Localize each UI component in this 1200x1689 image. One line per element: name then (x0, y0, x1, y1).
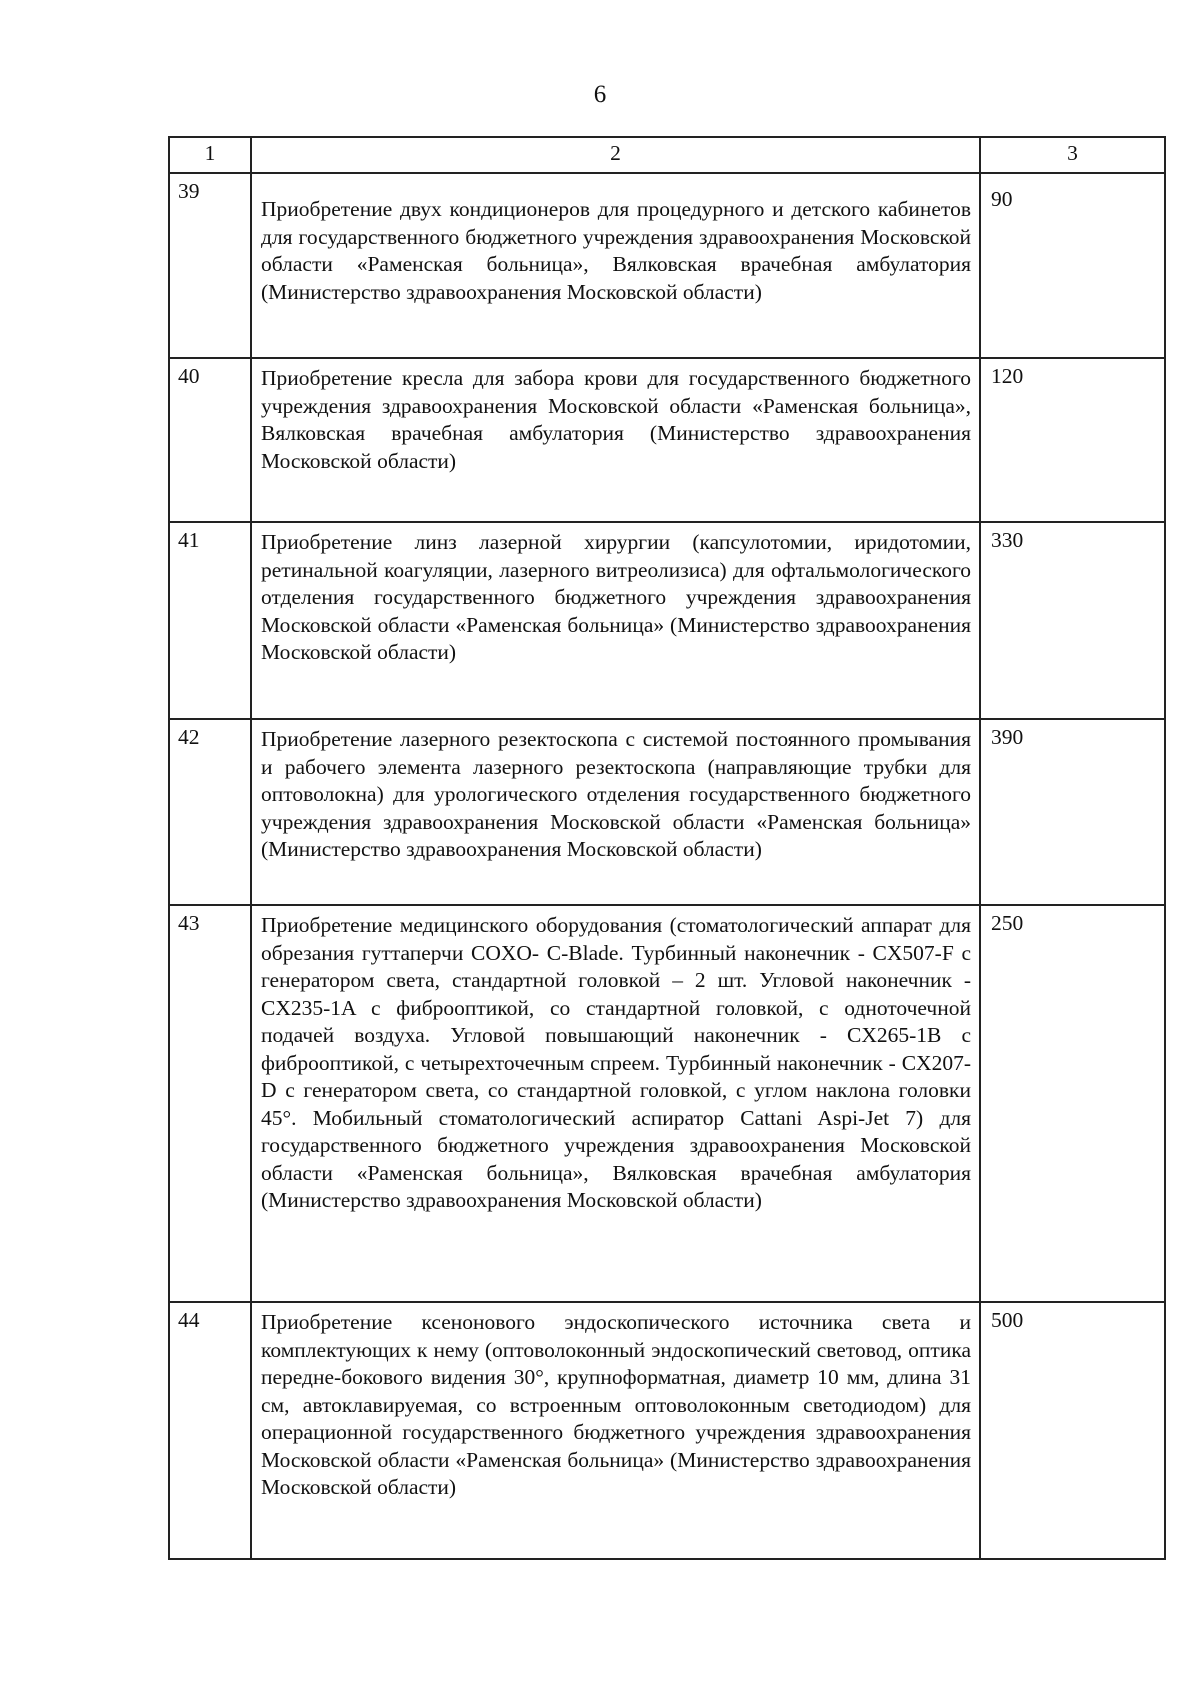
row-description: Приобретение лазерного резектоскопа с системой постоянного промывания и рабочего элемента лазерного резектоскопа (направляющие трубки для оптоволокна) для урологического отделения государственного бюджетного учреждения здравоохранения Московской области «Раменская больница» (Министерство здравоохранения Московской области) (251, 719, 980, 905)
row-value: 500 (980, 1302, 1165, 1559)
table-header-row (169, 137, 1165, 173)
table-row (169, 1302, 1165, 1559)
row-number: 40 (169, 358, 251, 522)
row-description: Приобретение линз лазерной хирургии (капсулотомии, иридотомии, ретинальной коагуляции, лазерного витреолизиса) для офтальмологического отделения государственного бюджетного учреждения здравоохранения Московской области «Раменская больница» (Министерство здравоохранения Московской области) (251, 522, 980, 719)
table-row (169, 358, 1165, 522)
row-number: 39 (169, 173, 251, 358)
row-value: 120 (980, 358, 1165, 522)
row-value: 250 (980, 905, 1165, 1302)
row-description: Приобретение ксенонового эндоскопического источника света и комплектующих к нему (оптоволоконный эндоскопический световод, оптика передне-бокового видения 30°, крупноформатная, диаметр 10 мм, длина 31 см, автоклавируемая, со встроенным оптоволоконным светодиодом) для операционной государственного бюджетного учреждения здравоохранения Московской области «Раменская больница» (Министерство здравоохранения Московской области) (251, 1302, 980, 1559)
table-row (169, 522, 1165, 719)
row-number: 42 (169, 719, 251, 905)
table-row (169, 719, 1165, 905)
row-value: 330 (980, 522, 1165, 719)
row-number: 44 (169, 1302, 251, 1559)
row-description: Приобретение медицинского оборудования (стоматологический аппарат для обрезания гуттаперчи COXO- C-Blade. Турбинный наконечник - CX507-F с генератором света, стандартной головкой – 2 шт. Угловой наконечник - CX235-1A с фиброоптикой, со стандартной головкой, с одноточечной подачей воздуха. Угловой повышающий наконечник - CX265-1B с фиброоптикой, с четырехточечным спреем. Турбинный наконечник - CX207-D с генератором света, со стандартной головкой, с углом наклона головки 45°. Мобильный стоматологический аспиратор Cattani Aspi-Jet 7) для государственного бюджетного учреждения здравоохранения Московской области «Раменская больница», Вялковская врачебная амбулатория (Министерство здравоохранения Московской области) (251, 905, 980, 1302)
row-value: 90 (980, 173, 1165, 358)
page-number: 6 (593, 81, 607, 108)
row-number: 41 (169, 522, 251, 719)
header-cell-2: 2 (251, 137, 980, 173)
row-number: 43 (169, 905, 251, 1302)
row-description: Приобретение двух кондиционеров для процедурного и детского кабинетов для государственного бюджетного учреждения здравоохранения Московской области «Раменская больница», Вялковская врачебная амбулатория (Министерство здравоохранения Московской области) (251, 173, 980, 358)
expenditure-table (168, 136, 1166, 1560)
table-row (169, 173, 1165, 358)
header-cell-1: 1 (169, 137, 251, 173)
header-cell-3: 3 (980, 137, 1165, 173)
table-row (169, 905, 1165, 1302)
row-description: Приобретение кресла для забора крови для государственного бюджетного учреждения здравоохранения Московской области «Раменская больница», Вялковская врачебная амбулатория (Министерство здравоохранения Московской области) (251, 358, 980, 522)
row-value: 390 (980, 719, 1165, 905)
